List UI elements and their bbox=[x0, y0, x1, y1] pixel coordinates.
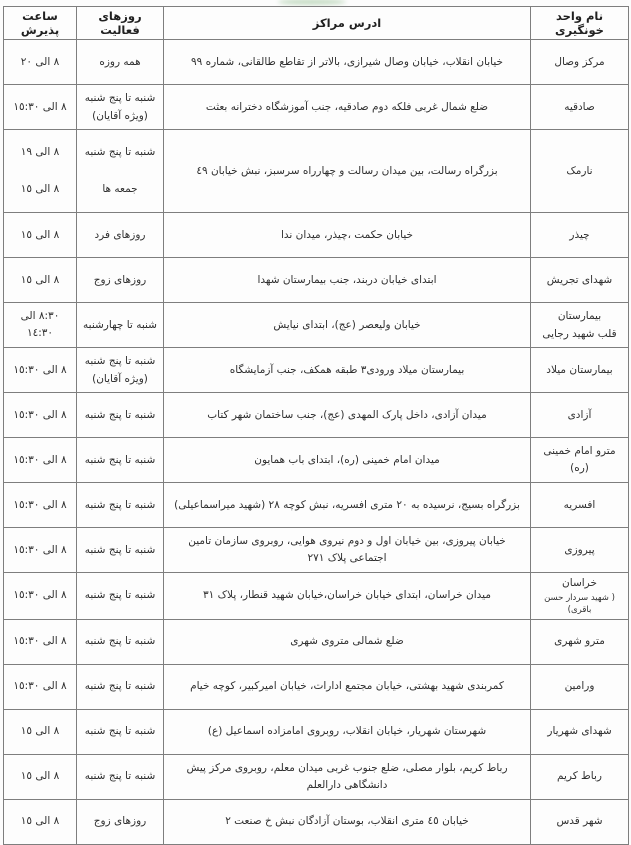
hours-cell bbox=[4, 483, 77, 528]
hours-cell bbox=[4, 40, 77, 85]
address-cell bbox=[164, 303, 531, 348]
table-row bbox=[4, 438, 629, 483]
hours-cell bbox=[4, 258, 77, 303]
unit-cell bbox=[531, 799, 629, 844]
address-cell bbox=[164, 213, 531, 258]
unit-cell bbox=[531, 483, 629, 528]
days-cell-text: همه روزه bbox=[99, 55, 141, 68]
unit-cell bbox=[531, 348, 629, 393]
hours-cell bbox=[4, 130, 77, 213]
address-cell bbox=[164, 40, 531, 85]
address-cell bbox=[164, 483, 531, 528]
days-cell-text: روزهای زوج bbox=[93, 273, 147, 286]
days-cell bbox=[77, 40, 164, 85]
hours-cell bbox=[4, 619, 77, 664]
address-cell bbox=[164, 258, 531, 303]
address-cell bbox=[164, 393, 531, 438]
hours-cell-text: ٨ الی ١٥:٣٠ bbox=[13, 543, 67, 556]
unit-cell bbox=[531, 213, 629, 258]
unit-cell bbox=[531, 664, 629, 709]
hours-cell-text: ٨ الی ١٥:٣٠ bbox=[13, 453, 67, 466]
address-cell bbox=[164, 130, 531, 213]
unit-cell bbox=[531, 754, 629, 799]
unit-cell-text: رباط کریم bbox=[557, 770, 602, 783]
unit-cell bbox=[531, 40, 629, 85]
unit-cell-text: نارمک bbox=[566, 164, 593, 177]
days-cell bbox=[77, 528, 164, 573]
address-cell-text: میدان خراسان، ابتدای خیابان خراسان،خیابان شهید قنطار، پلاک ٣١ bbox=[203, 589, 491, 602]
days-cell-text: شنبه تا پنج شنبه bbox=[84, 453, 156, 466]
days-cell-text: شنبه تا پنج شنبه bbox=[84, 589, 156, 602]
address-cell-text: خیابان حکمت ،چیذر، میدان ندا bbox=[280, 228, 413, 241]
hours-cell bbox=[4, 85, 77, 130]
address-cell bbox=[164, 754, 531, 799]
days-cell bbox=[77, 799, 164, 844]
hours-cell-text: ٨ الی ١٥ bbox=[20, 770, 60, 783]
hours-cell-text: ٨ الی ١٥ bbox=[20, 228, 60, 241]
address-cell bbox=[164, 619, 531, 664]
address-cell-text: میدان امام خمینی (ره)، ابتدای باب همایون bbox=[254, 453, 440, 466]
table-row bbox=[4, 213, 629, 258]
table-row bbox=[4, 303, 629, 348]
unit-cell-text: ورامین bbox=[564, 680, 595, 693]
unit-cell-text: شهدای تجریش bbox=[546, 273, 613, 286]
unit-cell-text: چیذر bbox=[569, 228, 590, 241]
address-column-header: ادرس مراکز bbox=[164, 7, 531, 40]
hours-cell bbox=[4, 664, 77, 709]
unit-cell-text: صادقیه bbox=[564, 100, 595, 113]
address-cell-text: ضلع شمال غربی فلکه دوم صادقیه، جنب آموزشگاه دخترانه بعثت bbox=[205, 100, 489, 113]
hours-cell bbox=[4, 348, 77, 393]
unit-column-header: نام واحد خونگیری bbox=[531, 7, 629, 40]
unit-cell bbox=[531, 573, 629, 620]
hours-cell-text: ٨ الی ١٩ bbox=[20, 146, 60, 159]
address-cell bbox=[164, 573, 531, 620]
days-cell-text: شنبه تا پنج شنبه bbox=[84, 543, 156, 556]
days-cell-text: شنبه تا پنج شنبه bbox=[84, 725, 156, 738]
address-cell bbox=[164, 799, 531, 844]
days-cell bbox=[77, 393, 164, 438]
table-row bbox=[4, 348, 629, 393]
address-cell bbox=[164, 664, 531, 709]
days-cell bbox=[77, 303, 164, 348]
days-cell-text: شنبه تا پنج شنبه bbox=[84, 354, 156, 367]
hours-cell-text: ٨ الی ١٥ bbox=[20, 273, 60, 286]
table-row bbox=[4, 709, 629, 754]
address-cell-text: ابتدای خیابان دربند، جنب بیمارستان شهدا bbox=[257, 273, 437, 286]
days-cell bbox=[77, 664, 164, 709]
days-cell bbox=[77, 213, 164, 258]
unit-cell-text: مترو شهری bbox=[554, 635, 605, 648]
hours-cell-text: ٨ الی ١٥:٣٠ bbox=[13, 498, 67, 511]
days-cell bbox=[77, 130, 164, 213]
unit-cell-text: مرکز وصال bbox=[554, 55, 605, 68]
hours-cell bbox=[4, 213, 77, 258]
table-row bbox=[4, 754, 629, 799]
table-header-row bbox=[4, 7, 629, 40]
address-cell-text: کمربندی شهید بهشتی، خیابان مجتمع ادارات، خیابان امیرکبیر، کوچه خیام bbox=[190, 680, 504, 693]
hours-cell-text: ٨ الی ١٥:٣٠ bbox=[13, 100, 67, 113]
hours-cell bbox=[4, 573, 77, 620]
hours-cell bbox=[4, 438, 77, 483]
hours-cell-text: ٨ الی ٢٠ bbox=[20, 55, 60, 68]
unit-cell-text: بیمارستان میلاد bbox=[546, 363, 613, 376]
address-cell-text: شهرستان شهریار، خیابان انقلاب، روبروی امامزاده اسماعیل (ع) bbox=[207, 725, 487, 738]
unit-cell bbox=[531, 709, 629, 754]
days-cell-text: (ویژه آقایان) bbox=[92, 109, 148, 122]
days-cell bbox=[77, 85, 164, 130]
unit-cell bbox=[531, 438, 629, 483]
table-row bbox=[4, 130, 629, 213]
table-row bbox=[4, 483, 629, 528]
unit-cell-text: بیمارستان bbox=[557, 309, 602, 322]
unit-cell bbox=[531, 303, 629, 348]
days-cell-text: شنبه تا پنج شنبه bbox=[84, 91, 156, 104]
days-cell bbox=[77, 573, 164, 620]
unit-cell-text: قلب شهید رجایی bbox=[542, 327, 617, 340]
address-cell bbox=[164, 528, 531, 573]
blood-donation-centers-table bbox=[3, 6, 629, 845]
unit-cell-text: خراسان bbox=[562, 577, 597, 589]
unit-cell-text: شهدای شهریار bbox=[547, 725, 612, 738]
address-cell-text: رباط کریم، بلوار مصلی، ضلع جنوب غربی میدان معلم، روبروی مرکز پیش دانشگاهی دارالعلم bbox=[186, 761, 508, 791]
days-cell-text: روزهای زوج bbox=[93, 815, 147, 828]
hours-cell bbox=[4, 528, 77, 573]
hours-cell-text: ٨:٣٠ الی ١٤:٣٠ bbox=[20, 310, 60, 339]
days-cell-text: روزهای فرد bbox=[94, 228, 146, 241]
table-row bbox=[4, 664, 629, 709]
days-cell-text: شنبه تا پنج شنبه bbox=[84, 146, 156, 159]
table-row bbox=[4, 573, 629, 620]
unit-cell-text: آزادی bbox=[567, 408, 592, 421]
days-cell bbox=[77, 709, 164, 754]
hours-cell bbox=[4, 303, 77, 348]
unit-cell-text: ( شهید سردار حسن باقری) bbox=[544, 592, 615, 615]
days-cell-text: جمعه ها bbox=[102, 182, 138, 195]
hours-cell-text: ٨ الی ١٥ bbox=[20, 182, 60, 195]
address-cell-text: خیابان انقلاب، خیابان وصال شیرازی، بالاتر از تقاطع طالقانی، شماره ٩٩ bbox=[190, 55, 504, 68]
days-cell-text: (ویژه آقایان) bbox=[92, 372, 148, 385]
unit-cell bbox=[531, 258, 629, 303]
address-cell-text: خیابان پیروزی، بین خیابان اول و دوم نیروی هوایی، روبروی سازمان تامین اجتماعی پلاک ٢٧١ bbox=[188, 535, 506, 564]
unit-cell bbox=[531, 619, 629, 664]
address-cell-text: خیابان ولیعصر (عج)، ابتدای نیایش bbox=[273, 318, 421, 331]
address-cell-text: بزرگراه رسالت، بین میدان رسالت و چهارراه سرسبز، نبش خیابان ٤٩ bbox=[196, 164, 498, 177]
hours-cell-text: ٨ الی ١٥:٣٠ bbox=[13, 408, 67, 421]
address-cell-text: بزرگراه بسیج، نرسیده به ٢٠ متری افسریه، نبش کوچه ٢٨ (شهید میراسماعیلی) bbox=[174, 498, 520, 511]
days-cell bbox=[77, 258, 164, 303]
hours-cell-text: ٨ الی ١٥:٣٠ bbox=[13, 363, 67, 376]
unit-cell bbox=[531, 393, 629, 438]
address-cell bbox=[164, 85, 531, 130]
table-row bbox=[4, 393, 629, 438]
days-cell bbox=[77, 483, 164, 528]
days-column-header: روزهای فعالیت bbox=[77, 7, 164, 40]
address-cell-text: خیابان ٤٥ متری انقلاب، بوستان آزادگان نبش خ صنعت ٢ bbox=[225, 815, 469, 828]
hours-cell bbox=[4, 754, 77, 799]
scan-artifact-smudge bbox=[278, 0, 346, 5]
table-row bbox=[4, 40, 629, 85]
days-cell bbox=[77, 348, 164, 393]
hours-cell bbox=[4, 393, 77, 438]
unit-cell-text: شهر قدس bbox=[556, 815, 603, 828]
unit-cell bbox=[531, 528, 629, 573]
table-row bbox=[4, 799, 629, 844]
days-cell bbox=[77, 438, 164, 483]
hours-cell bbox=[4, 799, 77, 844]
days-cell-text: شنبه تا پنج شنبه bbox=[84, 680, 156, 693]
hours-cell bbox=[4, 709, 77, 754]
hours-cell-text: ٨ الی ١٥ bbox=[20, 725, 60, 738]
table-row bbox=[4, 619, 629, 664]
address-cell-text: ضلع شمالی متروی شهری bbox=[290, 635, 404, 648]
address-cell bbox=[164, 348, 531, 393]
hours-cell-text: ٨ الی ١٥:٣٠ bbox=[13, 589, 67, 602]
hours-cell-text: ٨ الی ١٥:٣٠ bbox=[13, 635, 67, 648]
unit-cell-text: مترو امام خمینی (ره) bbox=[543, 445, 616, 474]
hours-cell-text: ٨ الی ١٥:٣٠ bbox=[13, 680, 67, 693]
unit-cell-text: پیروزی bbox=[564, 543, 595, 556]
days-cell-text: شنبه تا پنج شنبه bbox=[84, 498, 156, 511]
address-cell-text: میدان آزادی، داخل پارک المهدی (عج)، جنب ساختمان شهر کتاب bbox=[207, 408, 487, 421]
unit-cell bbox=[531, 85, 629, 130]
address-cell bbox=[164, 438, 531, 483]
table-row bbox=[4, 528, 629, 573]
days-cell-text: شنبه تا پنج شنبه bbox=[84, 635, 156, 648]
address-cell bbox=[164, 709, 531, 754]
table-body bbox=[4, 40, 629, 845]
hours-cell-text: ٨ الی ١٥ bbox=[20, 815, 60, 828]
address-cell-text: بیمارستان میلاد ورودی٣ طبقه همکف، جنب آزمایشگاه bbox=[229, 363, 465, 376]
days-cell-text: شنبه تا پنج شنبه bbox=[84, 770, 156, 783]
unit-cell bbox=[531, 130, 629, 213]
hours-column-header: ساعت پذیرش bbox=[4, 7, 77, 40]
days-cell bbox=[77, 619, 164, 664]
table-row bbox=[4, 85, 629, 130]
table-row bbox=[4, 258, 629, 303]
days-cell bbox=[77, 754, 164, 799]
unit-cell-text: افسریه bbox=[563, 498, 596, 511]
days-cell-text: شنبه تا چهارشنبه bbox=[83, 318, 157, 331]
days-cell-text: شنبه تا پنج شنبه bbox=[84, 408, 156, 421]
